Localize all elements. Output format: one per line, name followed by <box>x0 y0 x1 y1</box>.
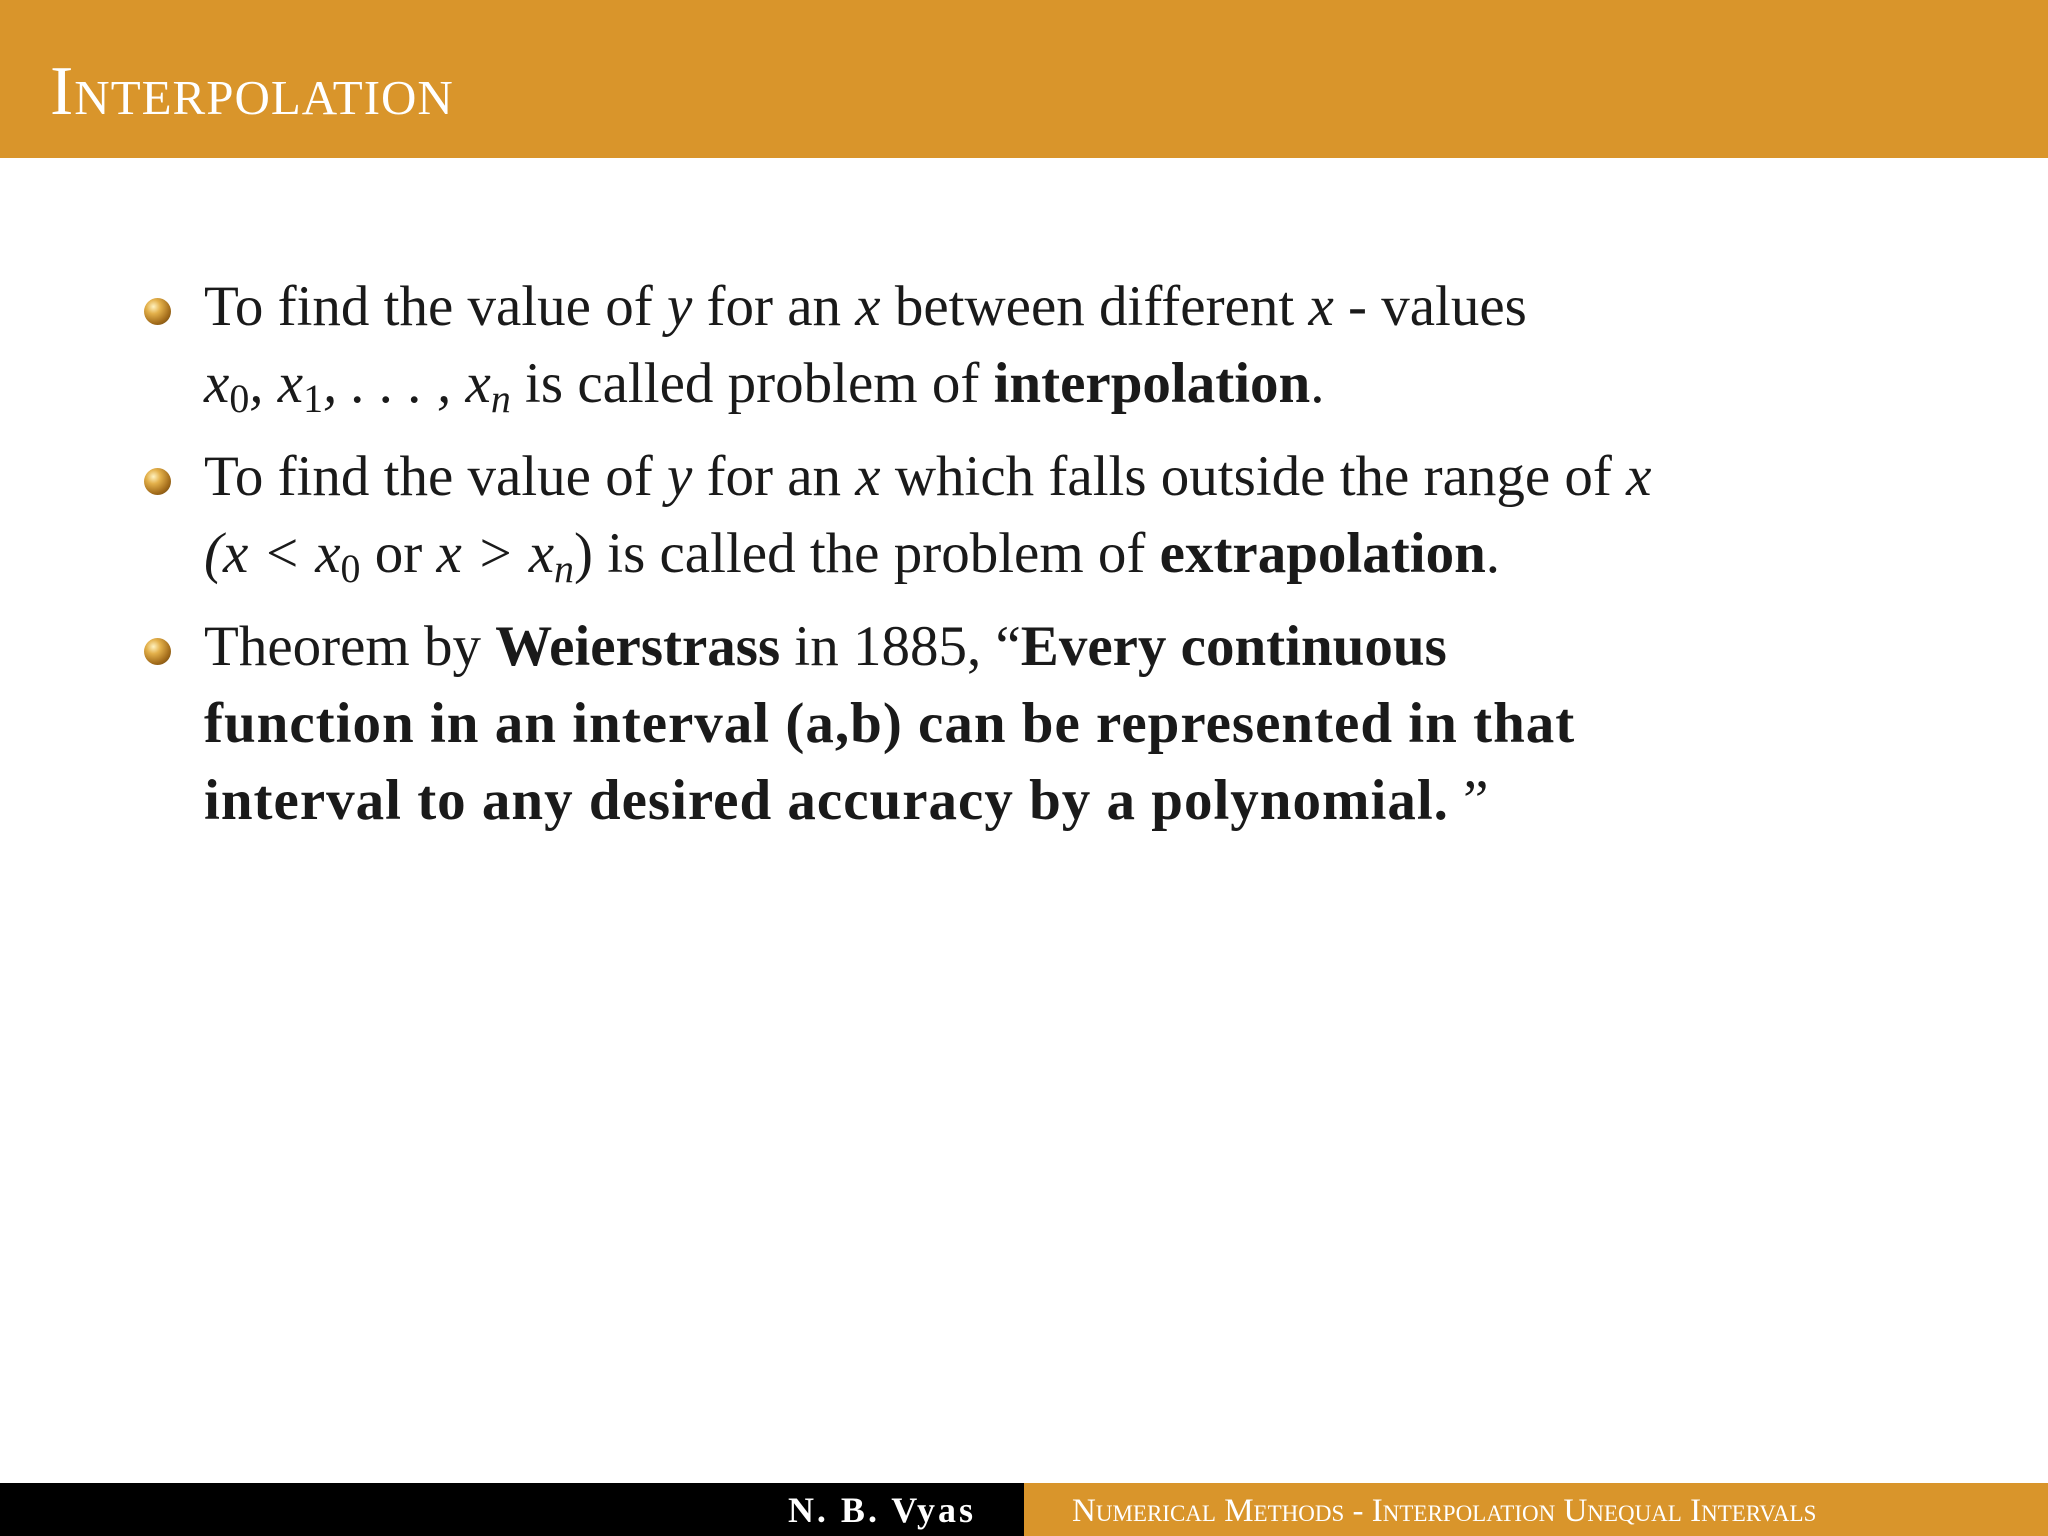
bullet-line <box>204 762 1960 839</box>
bullet-line <box>204 438 1960 515</box>
bullet-list <box>140 268 1960 855</box>
bold-quote: interval to any desired accuracy by a polynomial. <box>204 769 1449 832</box>
slide-header <box>0 0 2048 158</box>
text: is called the problem of <box>592 522 1160 585</box>
slide-footer <box>0 1483 2048 1536</box>
text: for an <box>692 445 856 508</box>
text: . <box>1310 352 1325 415</box>
bullet-ball-icon <box>144 468 171 495</box>
text: Theorem by <box>204 615 496 678</box>
text: To find the value of <box>204 275 667 338</box>
bullet-ball-icon <box>144 638 171 665</box>
bold-quote: Every continuous <box>1020 615 1447 678</box>
math-subscript: n <box>554 545 574 591</box>
bullet-ball-icon <box>144 298 171 325</box>
math-subscript: 0 <box>340 545 361 591</box>
math-var: x <box>1308 275 1334 338</box>
footer-author: N. B. Vyas <box>787 1490 976 1530</box>
math-var: y <box>666 445 693 508</box>
footer-title-panel <box>1024 1483 2048 1536</box>
math-subscript: n <box>490 375 511 421</box>
math-var: x <box>204 352 230 415</box>
bullet-item-extrapolation <box>140 438 1960 592</box>
bold-term: interpolation <box>993 352 1311 415</box>
math-var: , x <box>249 352 304 415</box>
math-subscript: 0 <box>229 375 250 421</box>
bullet-line <box>204 268 1960 345</box>
math-var: x <box>1626 445 1652 508</box>
math-paren: ) <box>574 522 593 585</box>
math-var: x <box>855 275 881 338</box>
text: . <box>1485 522 1501 585</box>
slide-title: Interpolation <box>50 53 454 130</box>
math-var: x <box>855 445 881 508</box>
text: ” <box>1448 769 1489 832</box>
math-var: , . . . , x <box>323 352 491 415</box>
math-var: (x < x <box>204 522 341 585</box>
text: To find the value of <box>204 445 667 508</box>
bullet-item-weierstrass <box>140 608 1960 839</box>
math-var: y <box>666 275 693 338</box>
text: which falls outside the range of <box>880 445 1627 508</box>
bold-quote: function in an interval (a,b) can be represented in that <box>204 692 1576 755</box>
text: or <box>360 522 437 585</box>
footer-author-panel <box>0 1483 1024 1536</box>
text: in 1885, “ <box>780 615 1021 678</box>
math-subscript: 1 <box>303 375 324 421</box>
bullet-item-interpolation <box>140 268 1960 422</box>
bullet-line <box>204 515 1960 592</box>
bullet-line <box>204 345 1960 422</box>
text: is called problem of <box>510 352 994 415</box>
math-var: x > x <box>436 522 555 585</box>
text: - values <box>1333 275 1527 338</box>
bullet-line <box>204 685 1960 762</box>
footer-title: Numerical Methods - Interpolation Unequal Intervals <box>1072 1493 1817 1529</box>
bold-term: extrapolation <box>1159 522 1486 585</box>
bullet-line <box>204 608 1960 685</box>
bold-term: Weierstrass <box>495 615 781 678</box>
text: for an <box>692 275 856 338</box>
text: between different <box>880 275 1309 338</box>
